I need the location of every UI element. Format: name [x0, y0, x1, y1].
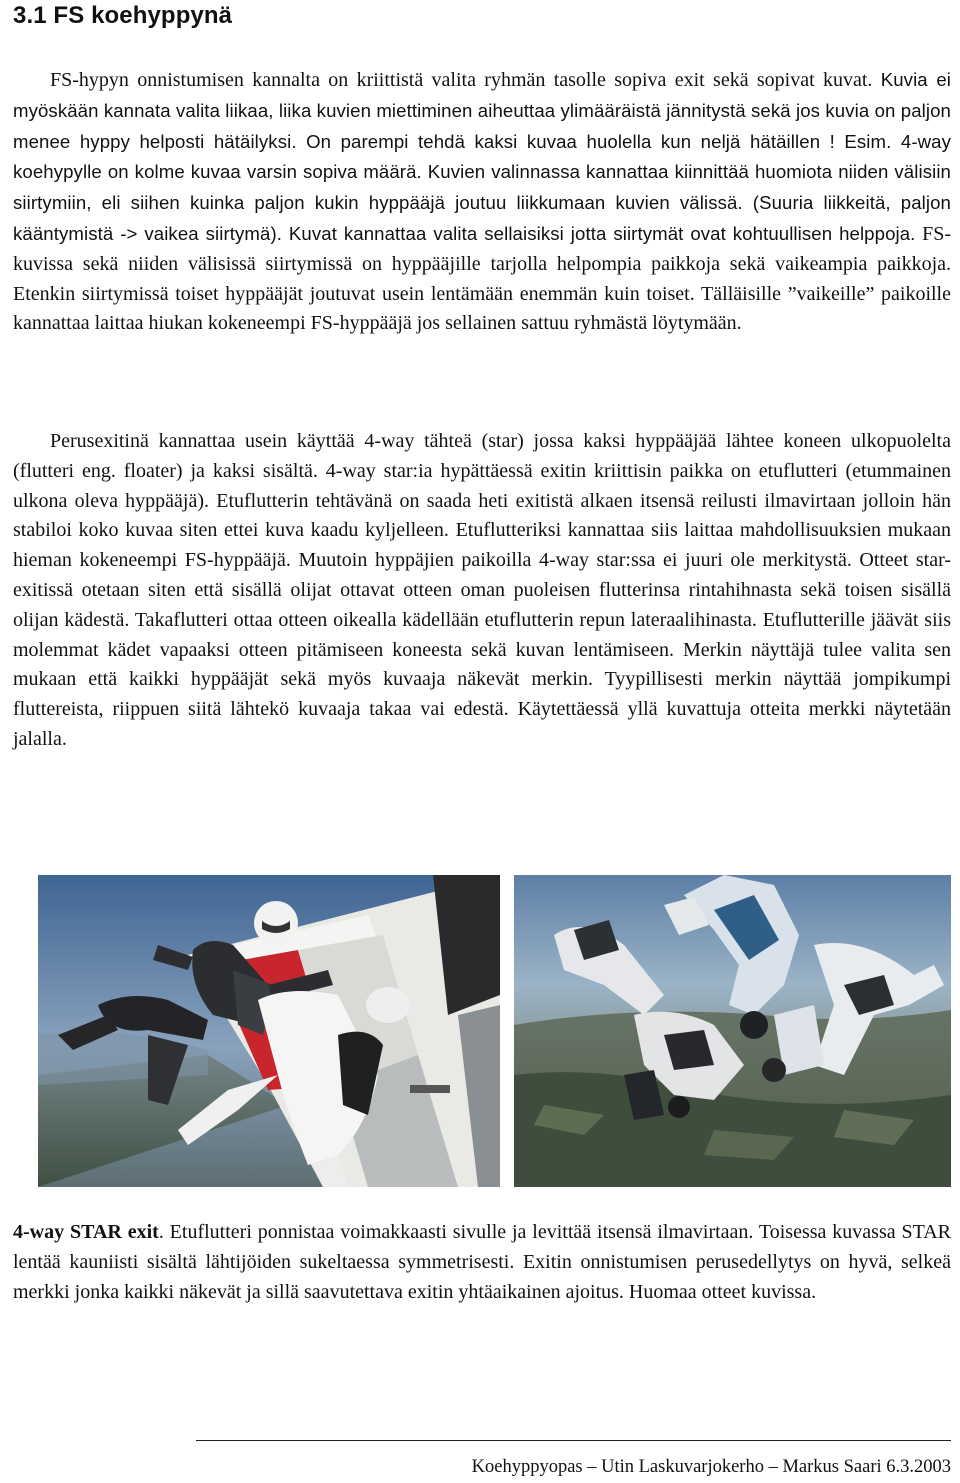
caption-title: 4-way STAR exit	[13, 1221, 159, 1243]
paragraph-star-exit: Perusexitinä kannattaa usein käyttää 4-way tähteä (star) jossa kaksi hyppääjää lähtee koneen ulkopuolelta (flutteri eng. floater) ja kaksi sisältä. 4-way star:ia hypättäessä exitin kriittisin paikka on etuflutteri (etummainen ulkona oleva hyppääjä). Etuflutterin tehtävänä on saada heti exitistä alkaen itsensä reilusti ilmavirtaan jolloin hän stabiloi koko kuvaa siten ettei kuva kaadu kyljelleen. Etuflutteriksi kannattaa siis laittaa mahdollisuuksien mukaan hieman kokeneempi FS-hyppääjä. Muutoin hyppäjien paikoilla 4-way star:ssa ei juuri ole merkitystä. Otteet star-exitissä otetaan siten että sisällä olijat ottavat otteen oman puoleisen flutterinsa rintahihnasta sekä toisen sisällä olijan kädestä. Takaflutteri ottaa otteen oikealla kädellään etuflutterin repun lateraalihinasta. Etuflutterille jäävät siis molemmat kädet vapaaksi otteen pitämiseen koneesta sekä kuvan lentämiseen. Merkin näyttäjä tulee valita sen mukaan että kaikki hyppääjät sekä myös kuvaaja näkevät merkin. Tyypillisesti merkin näyttää jompikumpi fluttereista, riippuen siitä lähtekö kuvaaja takaa vai edestä. Käytettäessä yllä kuvattuja otteita merkki näytetään jalalla.	[13, 430, 951, 750]
exit-photo-image	[38, 875, 500, 1187]
paragraph-intro-part-c: FS-kuvissa sekä niiden välisissä siirtymissä on hyppääjille tarjolla helpompia paikkoja sekä vaikeampia paikkoja. Etenkin siirtymissä toiset hyppääjät joutuvat usein lentämään enemmän kuin toiset. Tälläisille ”vaikeille” paikoille kannattaa laittaa hiukan kokeneempi FS-hyppääjä jos sellainen sattuu ryhmästä löytymään.	[13, 222, 951, 335]
photo-row	[38, 875, 951, 1187]
star-photo-image	[514, 875, 951, 1187]
star-photo	[514, 875, 951, 1187]
photo-caption	[13, 1218, 951, 1307]
paragraph-intro-part-b: Kuvia ei myöskään kannata valita liikaa, liika kuvien miettiminen aiheuttaa ylimääräistä jännitystä sekä jos kuvia on paljon menee hyppy helposti hätäilyksi. On parempi tehdä kaksi kuvaa huolella kun neljä hätäillen ! Esim. 4-way koehypylle on kolme kuvaa varsin sopiva määrä. Kuvien valinnassa kannattaa kiinnittää huomiota niiden välisiin siirtymiin, eli siihen kuinka paljon kukin hyppääjä joutuu liikkumaan kuvien välissä. (Suuria liikkeitä, paljon kääntymistä -> vaikea siirtymä). Kuvat kannattaa valita sellaisiksi jotta siirtymät ovat kohtuullisen helppoja.	[13, 69, 951, 244]
section-heading: 3.1 FS koehyppynä	[13, 2, 233, 29]
exit-photo	[38, 875, 500, 1187]
footer-divider	[196, 1440, 951, 1441]
paragraph-intro	[13, 65, 951, 339]
paragraph-intro-part-a: FS-hypyn onnistumisen kannalta on kriittistä valita ryhmän tasolle sopiva exit sekä sopivat kuvat.	[50, 69, 881, 91]
page-footer: Koehyppyopas – Utin Laskuvarjokerho – Markus Saari 6.3.2003	[471, 1457, 951, 1477]
caption-text: . Etuflutteri ponnistaa voimakkaasti sivulle ja levittää itsensä ilmavirtaan. Toisessa kuvassa STAR lentää kauniisti sisältä lähtijöiden sukeltaessa symmetrisesti. Exitin onnistumisen perusedellytys on hyvä, selkeä merkki jonka kaikki näkevät ja sillä saavutettava exitin yhtäaikainen ajoitus. Huomaa otteet kuvissa.	[13, 1221, 952, 1303]
